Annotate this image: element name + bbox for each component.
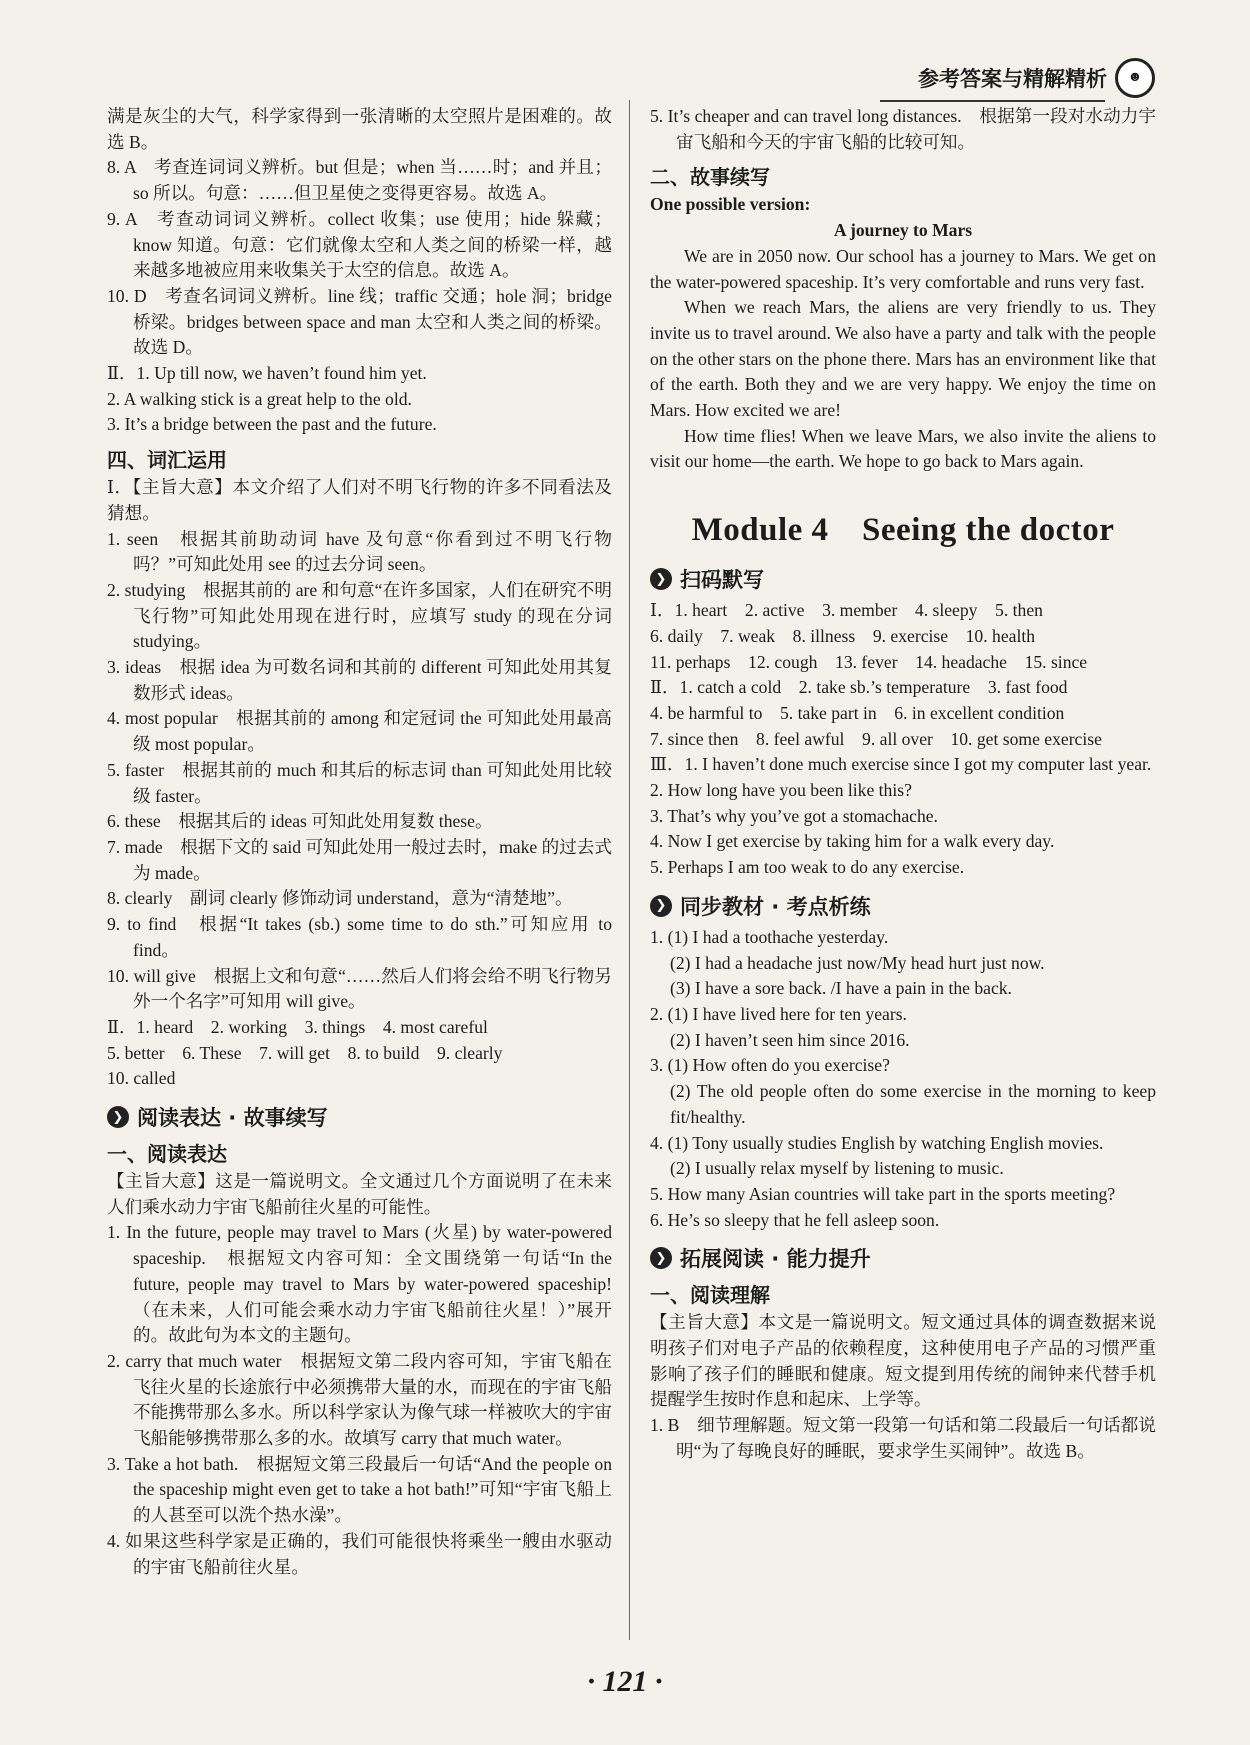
summary: 【主旨大意】这是一篇说明文。全文通过几个方面说明了在未来人们乘水动力宇宙飞船前往火星的可能性。	[107, 1171, 612, 1217]
answer-item: 5. faster 根据其前的 much 和其后的标志词 than 可知此处用比较级 faster。	[107, 759, 612, 806]
answer-item: Ⅲ．1. I haven’t done much exercise since I got my computer last year.	[650, 754, 1152, 775]
answer-item: (2) I haven’t seen him since 2016.	[670, 1029, 910, 1050]
answer-item: 6. these 根据其后的 ideas 可知此处用复数 these。	[107, 811, 493, 832]
answer-item: 10. will give 根据上文和句意“……然后人们将会给不明飞行物另外一个名字”可知用 will give。	[107, 965, 612, 1012]
page-number-value: 121	[602, 1665, 648, 1698]
answer-item: 5. better 6. These 7. will get 8. to build 9. clearly	[107, 1042, 503, 1063]
answer-item: 9. to find 根据“It takes (sb.) some time to do sth.”可知应用 to find。	[107, 914, 612, 960]
answer-item: 4. (1) Tony usually studies English by watching English movies.	[650, 1132, 1104, 1153]
answer-item: 2. A walking stick is a great help to the old.	[107, 388, 412, 409]
answer-item: 2. carry that much water 根据短文第二段内容可知，宇宙飞船在飞往火星的长途旅行中必须携带大量的水，而现在的宇宙飞船不能携带那么多水。所以科学家认为像气球一样被吹大的宇宙飞船能够携带那么多的水。故填写 carry that much water。	[107, 1350, 612, 1449]
answer-item: (2) I usually relax myself by listening to music.	[670, 1158, 1004, 1179]
answer-item: 5. It’s cheaper and can travel long distances. 根据第一段对水动力宇宙飞船和今天的宇宙飞船的比较可知。	[650, 106, 1156, 152]
answer-item: 1. B 细节理解题。短文第一段第一句话和第二段最后一句话都说明“为了每晚良好的睡眠，要求学生买闹钟”。故选 B。	[650, 1415, 1156, 1461]
answer-item: 3. That’s why you’ve got a stomachache.	[650, 805, 938, 826]
answer-item: 5. How many Asian countries will take part in the sports meeting?	[650, 1183, 1116, 1204]
smiley-logo-icon: ☻	[1115, 58, 1155, 98]
story-paragraph: We are in 2050 now. Our school has a journey to Mars. We get on the water-powered spaceship. It’s very comfortable and runs very fast.	[650, 245, 1156, 292]
left-column	[107, 104, 612, 1580]
section-heading: 一、阅读表达	[107, 1142, 227, 1167]
answer-item: 7. since then 8. feel awful 9. all over 10. get some exercise	[650, 728, 1102, 749]
answer-item: 5. Perhaps I am too weak to do any exercise.	[650, 857, 965, 878]
story-title: A journey to Mars	[833, 220, 973, 241]
answer-item: 3. It’s a bridge between the past and the future.	[107, 414, 437, 435]
answer-item: (3) I have a sore back. /I have a pain in the back.	[670, 978, 1012, 999]
answer-item: 6. daily 7. weak 8. illness 9. exercise 10. health	[650, 625, 1036, 646]
answer-item: 1. In the future, people may travel to Mars (火星) by water-powered spaceship. 根据短文内容可知：全文围绕第一句话“In the future, people may travel to Mars by water-powered spaceship!（在未来，人们可能会乘水动力宇宙飞船前往火星！）”展开的。故此句为本文的主题句。	[107, 1222, 612, 1346]
page-header	[918, 58, 1155, 98]
answer-item: (2) I had a headache just now/My head hurt just now.	[670, 952, 1045, 973]
section-bar-label: 拓展阅读 · 能力提升	[680, 1247, 871, 1272]
answer-item: 10. D 考查名词词义辨析。line 线；traffic 交通；hole 洞；bridge 桥梁。bridges between space and man 太空和人类之间的桥梁。故选 D。	[107, 285, 612, 358]
answer-item: 3. ideas 根据 idea 为可数名词和其前的 different 可知此处用其复数形式 ideas。	[107, 657, 612, 703]
section-heading: 四、词汇运用	[107, 448, 227, 473]
answer-item: 4. 如果这些科学家是正确的，我们可能很快将乘坐一艘由水驱动的宇宙飞船前往火星。	[107, 1530, 612, 1577]
section-heading: 二、故事续写	[650, 165, 770, 190]
section-bar	[107, 1102, 612, 1132]
answer-item: 3. (1) How often do you exercise?	[650, 1055, 890, 1076]
chevron-right-icon: ❯	[650, 895, 672, 917]
column-divider	[629, 100, 630, 1640]
chevron-right-icon: ❯	[107, 1106, 129, 1128]
answer-item: 4. Now I get exercise by taking him for a walk every day.	[650, 831, 1055, 852]
answer-item: 2. (1) I have lived here for ten years.	[650, 1003, 907, 1024]
answer-item: 4. be harmful to 5. take part in 6. in excellent condition	[650, 702, 1065, 723]
story-paragraph: How time flies! When we leave Mars, we also invite the aliens to visit our home—the earth. We hope to go back to Mars again.	[650, 425, 1156, 472]
answer-item: 8. A 考查连词词义辨析。but 但是；when 当……时；and 并且；so 所以。句意：……但卫星使之变得更容易。故选 A。	[107, 157, 612, 204]
answer-item: 1. (1) I had a toothache yesterday.	[650, 926, 889, 947]
answer-item: (2) The old people often do some exercise in the morning to keep fit/healthy.	[670, 1081, 1156, 1127]
answer-item: Ⅱ．1. catch a cold 2. take sb.’s temperature 3. fast food	[650, 677, 1068, 698]
section-bar-label: 同步教材 · 考点析练	[680, 894, 871, 919]
answer-item: 3. Take a hot bath. 根据短文第三段最后一句话“And the people on the spaceship might even get to take a hot bath!”可知“宇宙飞船上的人甚至可以洗个热水澡”。	[107, 1453, 612, 1526]
header-rule	[880, 100, 1105, 102]
answer-item: 9. A 考查动词词义辨析。collect 收集；use 使用；hide 躲藏；know 知道。句意：它们就像太空和人类之间的桥梁一样，越来越多地被应用来收集关于太空的信息。故选 A。	[107, 208, 612, 281]
answer-item: 11. perhaps 12. cough 13. fever 14. headache 15. since	[650, 651, 1088, 672]
answer-item: 4. most popular 根据其前的 among 和定冠词 the 可知此处用最高级 most popular。	[107, 708, 612, 755]
answer-item: 2. How long have you been like this?	[650, 780, 912, 801]
answer-item: 7. made 根据下文的 said 可知此处用一般过去时，make 的过去式为 made。	[107, 836, 612, 883]
section-bar-label: 扫码默写	[680, 568, 764, 593]
section-bar	[650, 564, 1156, 594]
chevron-right-icon: ❯	[650, 568, 672, 590]
answer-item: 2. studying 根据其前的 are 和句意“在许多国家，人们在研究不明飞行物”可知此处用现在进行时，应填写 study 的现在分词 studying。	[107, 579, 612, 652]
summary: Ⅰ．【主旨大意】本文介绍了人们对不明飞行物的许多不同看法及猜想。	[107, 477, 612, 523]
section-bar	[650, 1243, 1156, 1273]
section-bar-label: 阅读表达 · 故事续写	[137, 1106, 328, 1131]
section-bar	[650, 891, 1156, 921]
answer-item: 10. called	[107, 1068, 176, 1089]
right-column	[650, 104, 1156, 1465]
module-title: Module 4 Seeing the doctor	[691, 512, 1115, 549]
chevron-right-icon: ❯	[650, 1247, 672, 1269]
story-paragraph: When we reach Mars, the aliens are very friendly to us. They invite us to travel around. We also have a party and talk with the people on the other stars on the phone there. Mars has an environment like that of the earth. Both they and we are very happy. We enjoy the time on Mars. How excited we are!	[650, 297, 1156, 421]
summary: 【主旨大意】本文是一篇说明文。短文通过具体的调查数据来说明孩子们对电子产品的依赖程度，这种使用电子产品的习惯严重影响了孩子们的睡眠和健康。短文提到用传统的闹钟来代替手机提醒学生按时作息和起床、上学等。	[650, 1312, 1156, 1410]
answer-item: Ⅱ．1. Up till now, we haven’t found him yet.	[107, 363, 427, 384]
section-heading: 一、阅读理解	[650, 1283, 770, 1308]
answer-item: Ⅱ．1. heard 2. working 3. things 4. most careful	[107, 1016, 488, 1037]
answer-item: 8. clearly 副词 clearly 修饰动词 understand，意为“清楚地”。	[107, 888, 573, 909]
answer-item: Ⅰ．1. heart 2. active 3. member 4. sleepy 5. then	[650, 600, 1043, 621]
text-line: 满是灰尘的大气，科学家得到一张清晰的太空照片是困难的。故选 B。	[107, 106, 612, 152]
story-version-label: One possible version:	[650, 194, 811, 215]
page-number: · 121 ·	[587, 1665, 663, 1698]
answer-item: 6. He’s so sleepy that he fell asleep soon.	[650, 1209, 940, 1230]
header-title: 参考答案与精解精析	[918, 67, 1107, 91]
answer-item: 1. seen 根据其前助动词 have 及句意“你看到过不明飞行物吗？”可知此处用 see 的过去分词 seen。	[107, 528, 612, 575]
